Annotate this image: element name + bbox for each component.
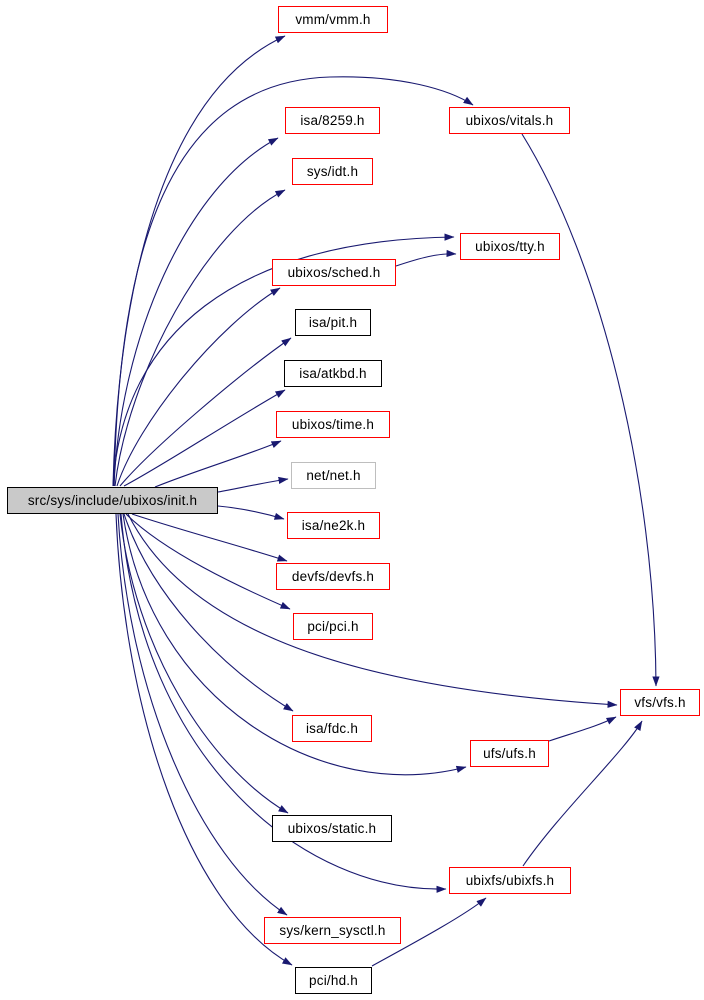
graph-node-net: net/net.h <box>291 462 376 489</box>
graph-node-time[interactable]: ubixos/time.h <box>276 411 390 438</box>
edge-init-to-sched <box>117 288 280 486</box>
edge-init-to-fdc <box>124 514 293 711</box>
graph-node-vitals[interactable]: ubixos/vitals.h <box>449 107 570 134</box>
graph-node-static: ubixos/static.h <box>272 815 392 842</box>
graph-node-devfs[interactable]: devfs/devfs.h <box>276 563 390 590</box>
graph-node-atkbd: isa/atkbd.h <box>284 360 382 387</box>
edge-init-to-atkbd <box>124 390 285 486</box>
graph-node-vmm[interactable]: vmm/vmm.h <box>278 6 388 33</box>
graph-node-tty[interactable]: ubixos/tty.h <box>460 233 560 260</box>
edge-init-to-hd <box>116 514 292 965</box>
edge-init-to-vfs <box>128 514 617 705</box>
graph-node-i8259[interactable]: isa/8259.h <box>285 107 380 134</box>
graph-node-idt[interactable]: sys/idt.h <box>292 158 373 185</box>
edge-init-to-i8259 <box>114 138 278 486</box>
edge-sched-to-tty <box>396 254 456 266</box>
edge-init-to-devfs <box>132 514 287 561</box>
graph-node-fdc[interactable]: isa/fdc.h <box>292 715 372 742</box>
edge-init-to-ne2k <box>218 506 284 519</box>
edge-init-to-idt <box>115 190 285 486</box>
edge-init-to-net <box>218 479 288 492</box>
graph-node-hd: pci/hd.h <box>295 967 372 994</box>
edge-init-to-pci <box>126 514 290 609</box>
graph-node-vfs[interactable]: vfs/vfs.h <box>620 689 700 716</box>
edge-init-to-sysctl <box>118 514 287 915</box>
edge-init-to-static <box>120 514 288 813</box>
graph-node-ufs[interactable]: ufs/ufs.h <box>470 740 549 767</box>
edge-init-to-vmm <box>113 36 285 486</box>
edge-ufs-to-vfs <box>549 717 616 741</box>
graph-node-init: src/sys/include/ubixos/init.h <box>7 487 218 514</box>
edge-init-to-pit <box>120 338 291 486</box>
edge-vitals-to-vfs <box>522 134 656 686</box>
graph-node-pit: isa/pit.h <box>295 309 371 336</box>
edge-init-to-time <box>155 441 281 487</box>
graph-node-sysctl[interactable]: sys/kern_sysctl.h <box>264 917 401 944</box>
graph-node-sched[interactable]: ubixos/sched.h <box>272 259 396 286</box>
graph-node-pci[interactable]: pci/pci.h <box>293 613 373 640</box>
graph-node-ne2k[interactable]: isa/ne2k.h <box>287 512 380 539</box>
graph-node-ubixfs[interactable]: ubixfs/ubixfs.h <box>449 867 571 894</box>
